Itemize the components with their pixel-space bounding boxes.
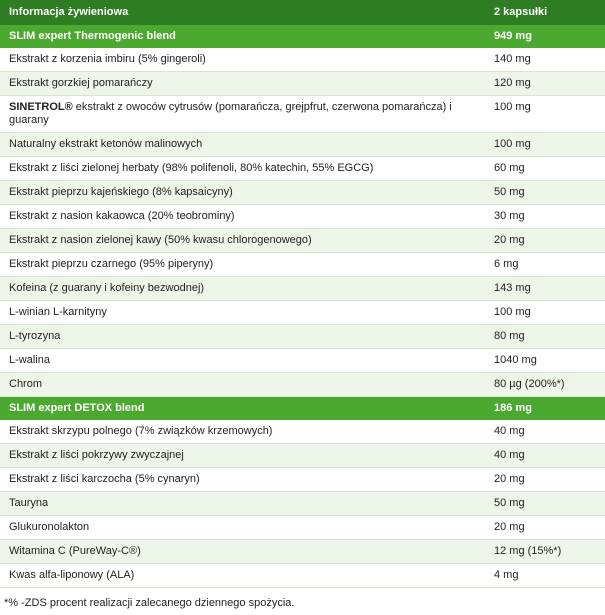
- ingredient-name: L-walina: [0, 349, 487, 373]
- ingredient-amount: 40 mg: [487, 420, 605, 444]
- table-row: [0, 373, 605, 397]
- ingredient-name: Tauryna: [0, 492, 487, 516]
- table-row: [0, 133, 605, 157]
- table-row: [0, 492, 605, 516]
- blend-row: [0, 397, 605, 420]
- ingredient-name: Ekstrakt z korzenia imbiru (5% gingeroli): [0, 48, 487, 72]
- ingredient-name: Ekstrakt z liści karczocha (5% cynaryn): [0, 468, 487, 492]
- ingredient-brand: SINETROL®: [9, 101, 73, 113]
- table-row: [0, 349, 605, 373]
- ingredient-name: Kwas alfa-liponowy (ALA): [0, 564, 487, 588]
- table-row: [0, 72, 605, 96]
- table-row: [0, 157, 605, 181]
- table-row: [0, 564, 605, 588]
- ingredient-amount: 50 mg: [487, 181, 605, 205]
- ingredient-name: Ekstrakt pieprzu czarnego (95% piperyny): [0, 253, 487, 277]
- ingredient-amount: 100 mg: [487, 301, 605, 325]
- table-header-row: [0, 0, 605, 25]
- table-row: [0, 181, 605, 205]
- ingredient-amount: 12 mg (15%*): [487, 540, 605, 564]
- ingredient-amount: 80 µg (200%*): [487, 373, 605, 397]
- table-row: [0, 229, 605, 253]
- table-row: [0, 277, 605, 301]
- ingredient-name: Naturalny ekstrakt ketonów malinowych: [0, 133, 487, 157]
- ingredient-amount: 60 mg: [487, 157, 605, 181]
- ingredient-amount: 120 mg: [487, 72, 605, 96]
- ingredient-amount: 143 mg: [487, 277, 605, 301]
- ingredient-amount: 40 mg: [487, 444, 605, 468]
- ingredient-name: SINETROL® ekstrakt z owoców cytrusów (pomarańcza, grejpfrut, czerwona pomarańcza) i guarany: [0, 96, 487, 133]
- ingredient-amount: 100 mg: [487, 96, 605, 133]
- ingredient-name: SLIM expert DETOX blend: [9, 402, 145, 414]
- header-serving: 2 kapsułki: [494, 6, 548, 18]
- ingredient-name: L-tyrozyna: [0, 325, 487, 349]
- table-row: [0, 325, 605, 349]
- ingredient-name: Ekstrakt z nasion zielonej kawy (50% kwasu chlorogenowego): [0, 229, 487, 253]
- table-body: [0, 25, 605, 588]
- ingredient-name: SLIM expert Thermogenic blend: [9, 30, 176, 42]
- ingredient-name: Witamina C (PureWay-C®): [0, 540, 487, 564]
- ingredient-amount: 186 mg: [494, 402, 532, 414]
- table-row: [0, 444, 605, 468]
- table-row: [0, 420, 605, 444]
- ingredient-amount: 80 mg: [487, 325, 605, 349]
- ingredient-amount: 1040 mg: [487, 349, 605, 373]
- table-row: [0, 48, 605, 72]
- ingredient-amount: 20 mg: [487, 229, 605, 253]
- table-row: [0, 301, 605, 325]
- ingredient-name: Ekstrakt z nasion kakaowca (20% teobrominy): [0, 205, 487, 229]
- ingredient-name: Glukuronolakton: [0, 516, 487, 540]
- ingredient-name: Ekstrakt pieprzu kajeńskiego (8% kapsaicyny): [0, 181, 487, 205]
- ingredient-name: Ekstrakt skrzypu polnego (7% związków krzemowych): [0, 420, 487, 444]
- ingredient-amount: 30 mg: [487, 205, 605, 229]
- table-row: [0, 540, 605, 564]
- table-row: [0, 205, 605, 229]
- ingredient-name: Kofeina (z guarany i kofeiny bezwodnej): [0, 277, 487, 301]
- table-row: [0, 253, 605, 277]
- ingredient-name: Ekstrakt z liści zielonej herbaty (98% polifenoli, 80% katechin, 55% EGCG): [0, 157, 487, 181]
- ingredient-name: Chrom: [0, 373, 487, 397]
- table-row: [0, 516, 605, 540]
- blend-row: [0, 25, 605, 48]
- ingredient-amount: 50 mg: [487, 492, 605, 516]
- table-row: [0, 468, 605, 492]
- footnote: *% -ZDS procent realizacji zalecanego dziennego spożycia.: [0, 588, 605, 615]
- ingredient-amount: 20 mg: [487, 516, 605, 540]
- ingredient-amount: 140 mg: [487, 48, 605, 72]
- ingredient-name: L-winian L-karnityny: [0, 301, 487, 325]
- table-row: [0, 96, 605, 133]
- ingredient-amount: 949 mg: [494, 30, 532, 42]
- header-title: Informacja żywieniowa: [9, 6, 129, 18]
- ingredient-name: Ekstrakt gorzkiej pomarańczy: [0, 72, 487, 96]
- ingredient-amount: 20 mg: [487, 468, 605, 492]
- ingredient-name: Ekstrakt z liści pokrzywy zwyczajnej: [0, 444, 487, 468]
- ingredient-amount: 100 mg: [487, 133, 605, 157]
- ingredient-amount: 4 mg: [487, 564, 605, 588]
- ingredient-amount: 6 mg: [487, 253, 605, 277]
